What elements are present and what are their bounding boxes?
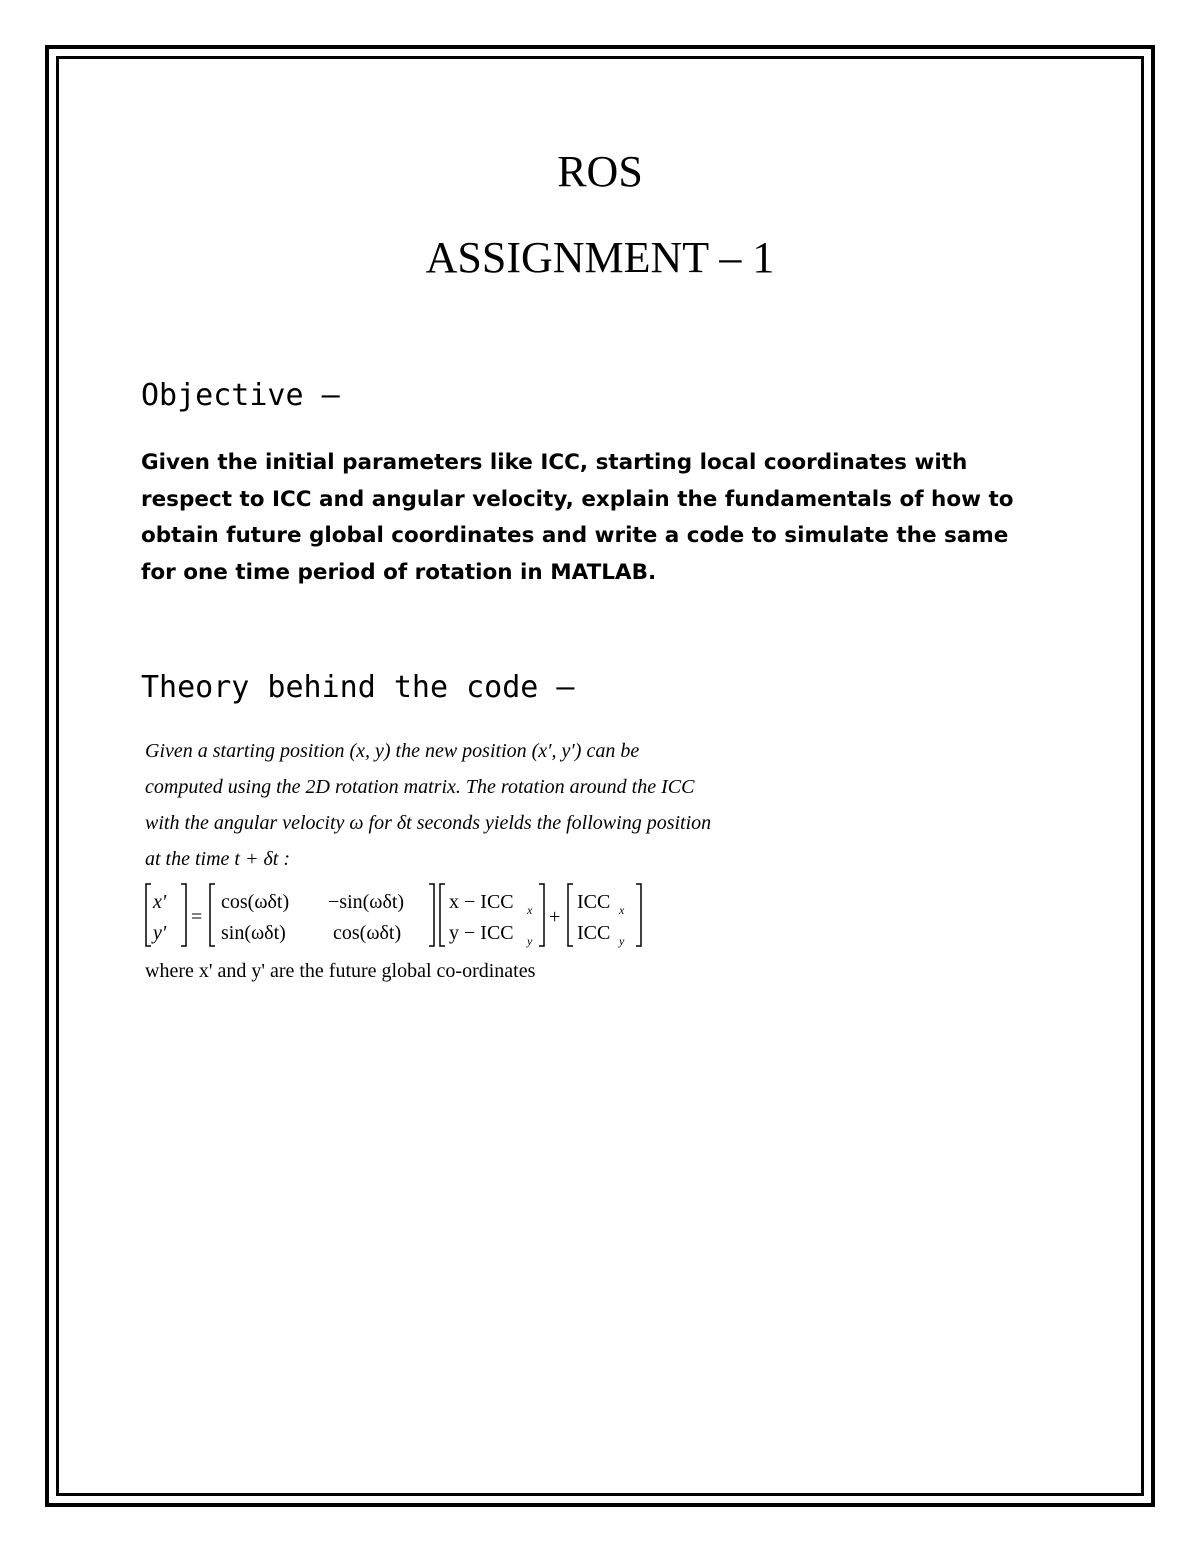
theory-math-line: with the angular velocity ω for δt seconds yields the following position bbox=[145, 812, 712, 834]
offset-y-subscript: y bbox=[527, 934, 533, 948]
icc-x-subscript: x bbox=[619, 903, 625, 917]
objective-paragraph bbox=[141, 445, 1071, 591]
offset-x: x − ICC bbox=[449, 891, 514, 913]
rot-22: cos(ωδt) bbox=[333, 922, 402, 944]
objective-line: obtain future global coordinates and write a code to simulate the same bbox=[141, 523, 1009, 548]
title-line-2: ASSIGNMENT – 1 bbox=[425, 233, 775, 282]
theory-math-line: Given a starting position (x, y) the new position (x′, y′) can be bbox=[145, 740, 640, 762]
objective-line: respect to ICC and angular velocity, explain the fundamentals of how to bbox=[141, 486, 1014, 512]
rot-12: −sin(ωδt) bbox=[328, 891, 405, 913]
rot-11: cos(ωδt) bbox=[221, 891, 290, 913]
title-line-1: ROS bbox=[557, 147, 643, 196]
objective-line: Given the initial parameters like ICC, starting local coordinates with bbox=[141, 450, 968, 475]
objective-line: for one time period of rotation in MATLAB. bbox=[141, 559, 657, 585]
objective-heading: Objective – bbox=[141, 378, 340, 413]
theory-math-line: at the time t + δt : bbox=[145, 848, 290, 870]
theory-heading: Theory behind the code – bbox=[141, 670, 575, 705]
where-line: where x' and y' are the future global co-ordinates bbox=[145, 960, 536, 982]
lhs-y: y' bbox=[153, 922, 167, 944]
offset-y: y − ICC bbox=[449, 922, 514, 944]
theory-math-line: computed using the 2D rotation matrix. The rotation around the ICC bbox=[145, 776, 695, 798]
icc-x: ICC bbox=[577, 891, 611, 913]
icc-y: ICC bbox=[577, 922, 611, 944]
lhs-x: x' bbox=[153, 891, 167, 913]
rot-21: sin(ωδt) bbox=[221, 922, 286, 944]
rotation-equation-svg bbox=[143, 878, 663, 952]
plus-sign: + bbox=[549, 906, 561, 928]
icc-y-subscript: y bbox=[619, 934, 625, 948]
offset-x-subscript: x bbox=[527, 903, 533, 917]
rotation-equation bbox=[143, 878, 663, 952]
equals-sign: = bbox=[191, 906, 203, 928]
